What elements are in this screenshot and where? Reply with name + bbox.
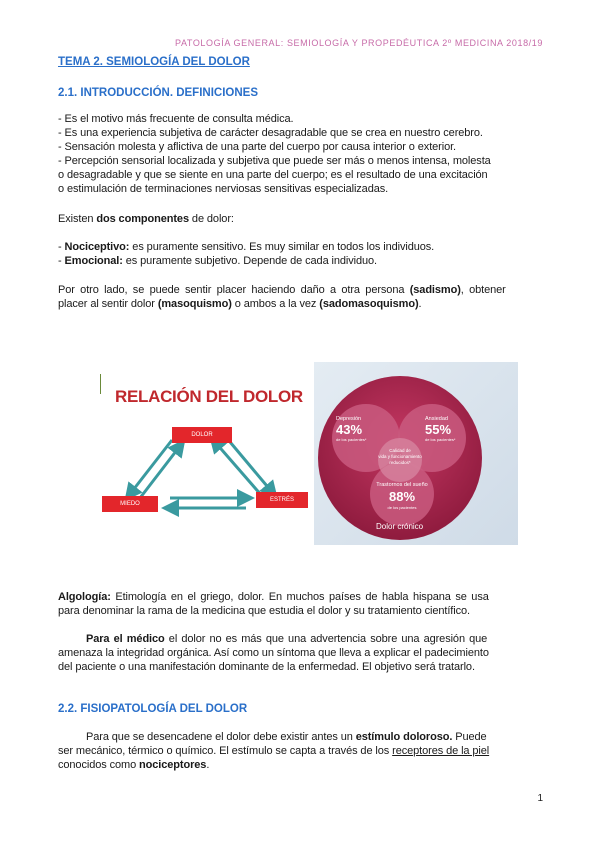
components-intro [58, 212, 542, 226]
text: Puede [452, 731, 487, 743]
text-bold: Emocional: [64, 255, 123, 267]
text-line [58, 297, 542, 311]
sueno-pct: 88% [388, 489, 416, 504]
figure-dolor-cronico [314, 362, 518, 545]
text: Etimología en el griego, dolor. En muchos países de habla hispana se usa [110, 591, 489, 603]
text: , obtener [460, 284, 506, 296]
text: conocidos como [58, 759, 140, 771]
text-bold: Algología: [58, 591, 111, 603]
text: placer al sentir dolor [58, 298, 158, 310]
list-item: - Es el motivo más frecuente de consulta médica. [58, 113, 294, 125]
depresion-pct: 43% [336, 422, 363, 437]
section-heading-introduccion: 2.1. INTRODUCCIÓN. DEFINICIONES [58, 87, 258, 99]
figure-relacion-dolor [100, 370, 310, 540]
text-bold: (sadismo) [409, 284, 461, 296]
text-bold: (sadomasoquismo) [319, 298, 419, 310]
text: Calidad de [389, 448, 411, 453]
page-title: TEMA 2. SEMIOLOGÍA DEL DOLOR [58, 56, 250, 68]
section-heading-fisiopatologia: 2.2. FISIOPATOLOGÍA DEL DOLOR [58, 703, 248, 715]
medico-paragraph [58, 632, 542, 674]
text: Existen [58, 213, 97, 225]
text: es puramente subjetivo. Depende de cada individuo. [122, 255, 378, 267]
dolor-cronico-label: Dolor crónico [376, 522, 424, 531]
text-line [58, 632, 542, 646]
ansiedad-pct: 55% [425, 422, 452, 437]
text: es puramente sensitivo. Es muy similar en todos los individuos. [129, 241, 435, 253]
text-line: amenaza la integridad orgánica. Así como un síntoma que lleva a explicar el padecimiento [58, 647, 489, 659]
text: . [206, 759, 210, 771]
text: Para que se desencadene el dolor debe existir antes un [86, 731, 356, 743]
text: vida y funcionamiento [378, 454, 422, 459]
text-line [58, 590, 542, 604]
text: reducidos* [389, 460, 411, 465]
box-dolor: DOLOR [172, 427, 232, 443]
text: el dolor no es más que una advertencia sobre una agresión que [164, 633, 488, 645]
list-item: - Nociceptivo: es puramente sensitivo. Es muy similar en todos los individuos. [58, 241, 435, 253]
list-item: - Es una experiencia subjetiva de carácter desagradable que se crea en nuestro cerebro. [58, 127, 483, 139]
ansiedad-sub: de los pacientes* [425, 437, 456, 442]
page-number: 1 [537, 793, 543, 804]
list-item: - Emocional: es puramente subjetivo. Depende de cada individuo. [58, 255, 378, 267]
text-bold: nociceptores [139, 759, 207, 771]
list-item: - Percepción sensorial localizada y subjetiva que puede ser más o menos intensa, molesta [58, 155, 491, 167]
text: ser mecánico, térmico o químico. El estímulo se capta a través de los [58, 745, 393, 757]
definitions-list [58, 112, 542, 196]
text-underlined: receptores de la piel [392, 745, 490, 757]
sueno-sub: de los pacientes [387, 505, 417, 510]
text-line [58, 758, 542, 772]
text-line [58, 744, 542, 758]
calidad-label [374, 448, 426, 466]
text: . [418, 298, 422, 310]
text-bold: Para el médico [86, 633, 165, 645]
text-bold: (masoquismo) [157, 298, 232, 310]
ansiedad-label: Ansiedad [425, 416, 448, 422]
text-bold: dos componentes [96, 213, 189, 225]
otro-paragraph [58, 283, 542, 311]
text-bold: Nociceptivo: [64, 241, 130, 253]
box-estres: ESTRÉS [256, 492, 308, 508]
text: de dolor: [188, 213, 234, 225]
text-line [58, 283, 542, 297]
running-header: PATOLOGÍA GENERAL: SEMIOLOGÍA Y PROPEDÉUTICA 2º MEDICINA 2018/19 [175, 38, 543, 48]
depresion-sub: de los pacientes* [336, 437, 367, 442]
list-item: o desagradable y que se siente en una parte del cuerpo; es el resultado de una excitación [58, 169, 488, 181]
list-item: o estimulación de terminaciones nerviosas sensitivas especializadas. [58, 183, 389, 195]
figure-title: RELACIÓN DEL DOLOR [115, 387, 303, 406]
algologia-paragraph [58, 590, 542, 618]
text-line: del paciente o una manifestación dominante de la enfermedad. El objetivo será tratarlo. [58, 661, 475, 673]
list-item: - Sensación molesta y aflictiva de una parte del cuerpo por causa interior o exterior. [58, 141, 457, 153]
box-miedo: MIEDO [102, 496, 158, 512]
sueno-label: Trastornos del sueño [376, 482, 428, 488]
text-bold: estímulo doloroso. [355, 731, 453, 743]
text: Por otro lado, se puede sentir placer haciendo daño a otra persona [58, 284, 410, 296]
text-line: para denominar la rama de la medicina que estudia el dolor y su tratamiento científico. [58, 605, 470, 617]
text-line [58, 730, 542, 744]
triangle-arrows-icon [100, 370, 310, 540]
text: o ambos a la vez [231, 298, 320, 310]
depresion-label: Depresión [336, 416, 362, 422]
components-list [58, 240, 542, 268]
fisio-paragraph [58, 730, 542, 772]
